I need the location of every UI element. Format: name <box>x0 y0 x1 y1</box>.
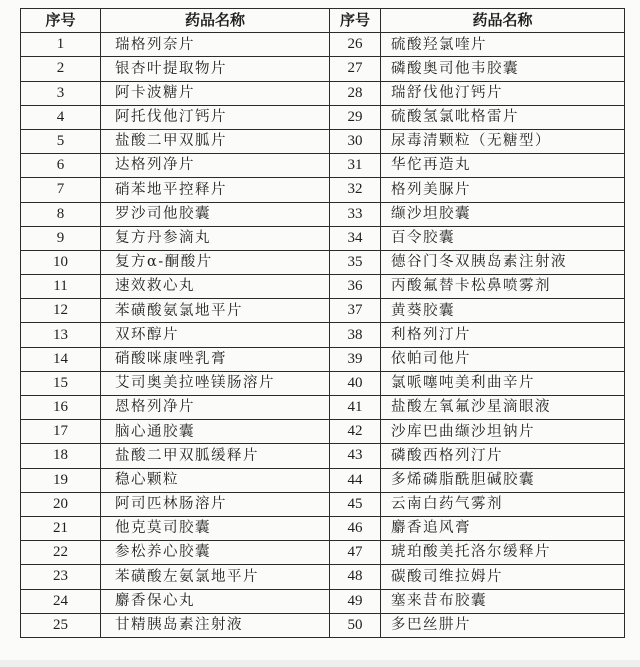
row-number-right: 28 <box>330 81 381 105</box>
table-row <box>21 178 625 202</box>
row-number-right: 47 <box>330 541 381 565</box>
drug-name-left: 盐酸二甲双胍缓释片 <box>101 444 330 468</box>
drug-name-right: 盐酸左氧氟沙星滴眼液 <box>381 396 625 420</box>
row-number-left: 21 <box>21 516 101 540</box>
drug-name-left: 阿托伐他汀钙片 <box>101 105 330 129</box>
table-row <box>21 323 625 347</box>
table-body <box>21 33 625 638</box>
drug-name-left: 速效救心丸 <box>101 275 330 299</box>
drug-name-right: 硫酸羟氯喹片 <box>381 33 625 57</box>
drug-name-right: 华佗再造丸 <box>381 154 625 178</box>
table-row <box>21 444 625 468</box>
drug-name-right: 多巴丝肼片 <box>381 613 625 637</box>
row-number-left: 3 <box>21 81 101 105</box>
row-number-right: 48 <box>330 565 381 589</box>
row-number-left: 16 <box>21 396 101 420</box>
table-row <box>21 250 625 274</box>
row-number-right: 29 <box>330 105 381 129</box>
row-number-left: 25 <box>21 613 101 637</box>
drug-name-right: 利格列汀片 <box>381 323 625 347</box>
drug-name-left: 甘精胰岛素注射液 <box>101 613 330 637</box>
row-number-right: 34 <box>330 226 381 250</box>
drug-name-left: 阿司匹林肠溶片 <box>101 492 330 516</box>
page-bottom-edge <box>0 660 640 667</box>
row-number-left: 5 <box>21 129 101 153</box>
drug-name-left: 脑心通胶囊 <box>101 420 330 444</box>
drug-name-left: 苯磺酸氨氯地平片 <box>101 299 330 323</box>
row-number-right: 31 <box>330 154 381 178</box>
table-row <box>21 468 625 492</box>
drug-name-right: 云南白药气雾剂 <box>381 492 625 516</box>
table-row <box>21 299 625 323</box>
row-number-left: 2 <box>21 57 101 81</box>
drug-name-left: 银杏叶提取物片 <box>101 57 330 81</box>
drug-name-right: 丙酸氟替卡松鼻喷雾剂 <box>381 275 625 299</box>
row-number-right: 26 <box>330 33 381 57</box>
row-number-left: 24 <box>21 589 101 613</box>
header-name-right: 药品名称 <box>381 9 625 33</box>
drug-name-left: 达格列净片 <box>101 154 330 178</box>
table-row <box>21 565 625 589</box>
row-number-left: 23 <box>21 565 101 589</box>
drug-name-right: 尿毒清颗粒（无糖型） <box>381 129 625 153</box>
table-row <box>21 226 625 250</box>
drug-name-left: 瑞格列奈片 <box>101 33 330 57</box>
table-row <box>21 613 625 637</box>
drug-name-right: 瑞舒伐他汀钙片 <box>381 81 625 105</box>
row-number-left: 18 <box>21 444 101 468</box>
drug-name-right: 缬沙坦胶囊 <box>381 202 625 226</box>
row-number-right: 50 <box>330 613 381 637</box>
drug-name-left: 稳心颗粒 <box>101 468 330 492</box>
drug-name-right: 硫酸氢氯吡格雷片 <box>381 105 625 129</box>
header-number-right: 序号 <box>330 9 381 33</box>
drug-name-right: 磷酸西格列汀片 <box>381 444 625 468</box>
drug-name-right: 麝香追风膏 <box>381 516 625 540</box>
table-row <box>21 589 625 613</box>
drug-name-right: 格列美脲片 <box>381 178 625 202</box>
row-number-right: 46 <box>330 516 381 540</box>
row-number-right: 40 <box>330 371 381 395</box>
row-number-right: 35 <box>330 250 381 274</box>
row-number-right: 49 <box>330 589 381 613</box>
drug-name-right: 黄葵胶囊 <box>381 299 625 323</box>
drug-name-left: 阿卡波糖片 <box>101 81 330 105</box>
row-number-right: 39 <box>330 347 381 371</box>
row-number-left: 14 <box>21 347 101 371</box>
table-row <box>21 396 625 420</box>
row-number-left: 17 <box>21 420 101 444</box>
table-row <box>21 541 625 565</box>
table-header-row <box>21 9 625 33</box>
row-number-right: 37 <box>330 299 381 323</box>
table-row <box>21 492 625 516</box>
drug-name-right: 磷酸奥司他韦胶囊 <box>381 57 625 81</box>
row-number-left: 20 <box>21 492 101 516</box>
drug-name-left: 双环醇片 <box>101 323 330 347</box>
table-row <box>21 420 625 444</box>
table-row <box>21 105 625 129</box>
table-row <box>21 371 625 395</box>
table-row <box>21 275 625 299</box>
row-number-left: 11 <box>21 275 101 299</box>
drug-name-left: 他克莫司胶囊 <box>101 516 330 540</box>
row-number-right: 44 <box>330 468 381 492</box>
row-number-left: 4 <box>21 105 101 129</box>
table-row <box>21 81 625 105</box>
row-number-right: 42 <box>330 420 381 444</box>
row-number-left: 15 <box>21 371 101 395</box>
drug-name-right: 沙库巴曲缬沙坦钠片 <box>381 420 625 444</box>
row-number-right: 30 <box>330 129 381 153</box>
row-number-left: 1 <box>21 33 101 57</box>
drug-name-left: 硝苯地平控释片 <box>101 178 330 202</box>
drug-name-left: 复方丹参滴丸 <box>101 226 330 250</box>
drug-name-right: 琥珀酸美托洛尔缓释片 <box>381 541 625 565</box>
drug-name-right: 塞来昔布胶囊 <box>381 589 625 613</box>
drug-name-right: 氯哌噻吨美利曲辛片 <box>381 371 625 395</box>
table-row <box>21 154 625 178</box>
drug-name-right: 依帕司他片 <box>381 347 625 371</box>
row-number-right: 45 <box>330 492 381 516</box>
row-number-right: 36 <box>330 275 381 299</box>
row-number-left: 9 <box>21 226 101 250</box>
table-row <box>21 202 625 226</box>
table-row <box>21 33 625 57</box>
row-number-left: 12 <box>21 299 101 323</box>
header-name-left: 药品名称 <box>101 9 330 33</box>
row-number-right: 33 <box>330 202 381 226</box>
drug-list-table <box>20 8 625 638</box>
drug-name-left: 恩格列净片 <box>101 396 330 420</box>
row-number-right: 43 <box>330 444 381 468</box>
drug-name-left: 硝酸咪康唑乳膏 <box>101 347 330 371</box>
drug-name-right: 德谷门冬双胰岛素注射液 <box>381 250 625 274</box>
row-number-left: 7 <box>21 178 101 202</box>
row-number-right: 32 <box>330 178 381 202</box>
drug-name-left: 盐酸二甲双胍片 <box>101 129 330 153</box>
drug-name-left: 艾司奥美拉唑镁肠溶片 <box>101 371 330 395</box>
table-row <box>21 516 625 540</box>
row-number-left: 19 <box>21 468 101 492</box>
row-number-left: 6 <box>21 154 101 178</box>
drug-name-left: 复方α-酮酸片 <box>101 250 330 274</box>
drug-name-right: 碳酸司维拉姆片 <box>381 565 625 589</box>
drug-name-left: 罗沙司他胶囊 <box>101 202 330 226</box>
header-number-left: 序号 <box>21 9 101 33</box>
row-number-right: 38 <box>330 323 381 347</box>
table-row <box>21 347 625 371</box>
row-number-left: 22 <box>21 541 101 565</box>
row-number-right: 41 <box>330 396 381 420</box>
table-row <box>21 57 625 81</box>
row-number-left: 13 <box>21 323 101 347</box>
table-row <box>21 129 625 153</box>
row-number-left: 10 <box>21 250 101 274</box>
drug-name-left: 苯磺酸左氨氯地平片 <box>101 565 330 589</box>
drug-name-right: 多烯磷脂酰胆碱胶囊 <box>381 468 625 492</box>
drug-name-left: 参松养心胶囊 <box>101 541 330 565</box>
row-number-left: 8 <box>21 202 101 226</box>
row-number-right: 27 <box>330 57 381 81</box>
drug-name-left: 麝香保心丸 <box>101 589 330 613</box>
drug-name-right: 百令胶囊 <box>381 226 625 250</box>
